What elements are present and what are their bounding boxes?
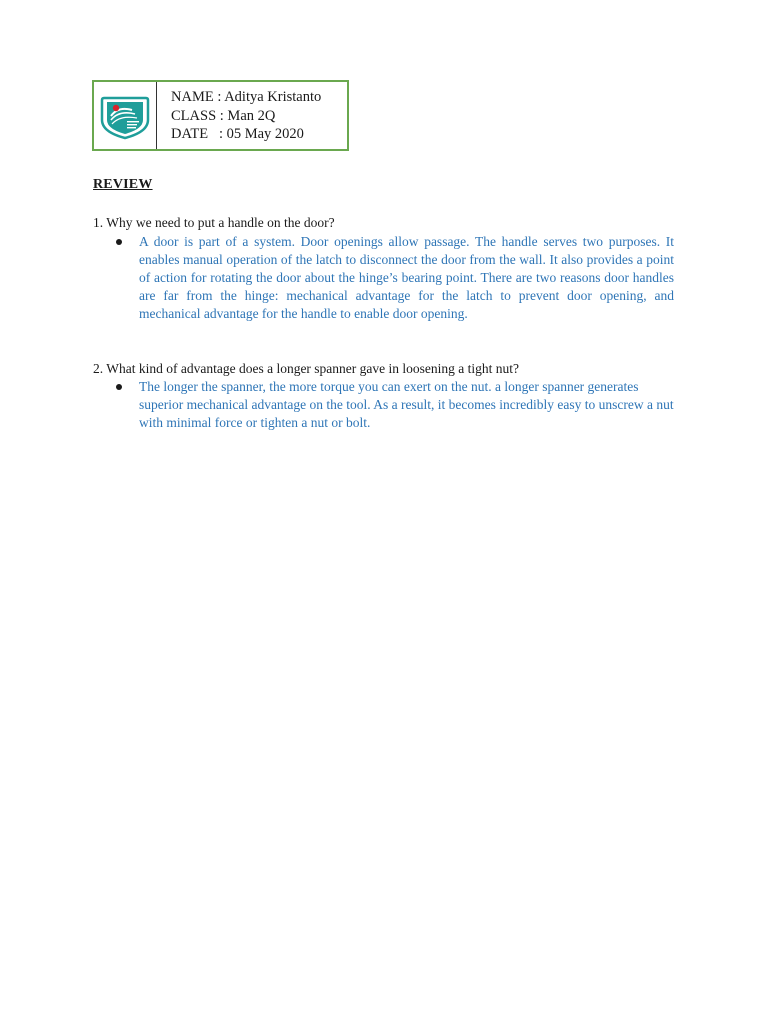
- student-info-box: [92, 80, 349, 151]
- name-separator: :: [213, 89, 225, 105]
- name-value: Aditya Kristanto: [224, 89, 322, 105]
- info-cell: [157, 82, 347, 149]
- date-label: DATE: [171, 126, 209, 142]
- question-1: 1. Why we need to put a handle on the door?: [93, 215, 335, 230]
- question-2: 2. What kind of advantage does a longer spanner gave in loosening a tight nut?: [93, 361, 520, 376]
- answer-2: The longer the spanner, the more torque you can exert on the nut. a longer spanner generates superior mechanical advantage on the tool. As a result, it becomes incredibly easy to unscrew a nut with minimal force or tighten a nut or bolt.: [139, 379, 674, 430]
- logo-cell: [94, 82, 157, 149]
- bullet-icon: [116, 239, 122, 245]
- date-value: 05 May 2020: [226, 126, 304, 142]
- class-row: [171, 107, 347, 126]
- review-heading: REVIEW: [93, 177, 153, 192]
- name-label: NAME: [171, 89, 214, 105]
- answer-1: A door is part of a system. Door openings allow passage. The handle serves two purposes. It enables manual operation of the latch to disconnect the door from the wall. It also provides a point of action for rotating the door about the hinge’s bearing point. There are two reasons door handles are far from the hinge: mechanical advantage for the latch to prevent door opening, and mechanical advantage for the handle to enable door opening.: [139, 234, 674, 321]
- name-row: [171, 88, 347, 107]
- class-separator: :: [216, 107, 228, 124]
- class-label: CLASS: [171, 107, 217, 124]
- bullet-icon: [116, 384, 122, 390]
- date-row: [171, 125, 347, 144]
- class-value: Man 2Q: [227, 107, 276, 124]
- date-separator: :: [208, 126, 227, 142]
- politeknik-logo-icon: [98, 92, 152, 140]
